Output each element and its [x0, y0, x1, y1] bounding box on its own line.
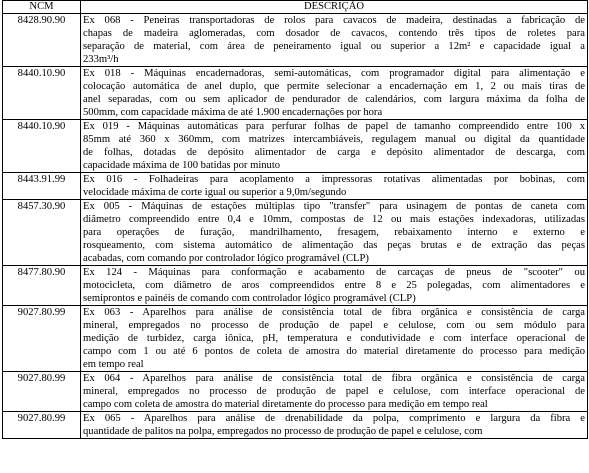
- table-row: [3, 120, 588, 173]
- ncm-code: 8457.30.90: [3, 200, 81, 266]
- description-line: Ex 005 - Máquinas de estações múltiplas tipo "transfer" para usinagem de pontas de caneta com: [83, 201, 585, 212]
- document-page: [2, 0, 587, 439]
- ncm-code: 9027.80.99: [3, 412, 81, 439]
- description-line: 85mm até 360 x 360mm, com matrizes intercambiáveis, regulagem manual ou digital da quantidade: [83, 134, 585, 145]
- description-cell: [81, 14, 588, 67]
- description-line: para operações de furação, mandrilhamento, fresagem, rebaixamento interno e externo e: [83, 227, 585, 238]
- table-header-row: [3, 1, 588, 14]
- table-row: [3, 67, 588, 120]
- table-row: [3, 266, 588, 306]
- description-line: Ex 016 - Folhadeiras para acoplamento a impressoras rotativas alimentadas por bobinas, com: [83, 174, 585, 185]
- description-cell: [81, 266, 588, 306]
- table-body: [3, 14, 588, 439]
- description-cell: [81, 67, 588, 120]
- description-line: Ex 068 - Peneiras transportadoras de rolos para cavacos de madeira, destinadas a fabricação de: [83, 15, 585, 26]
- ncm-code: 8428.90.90: [3, 14, 81, 67]
- description-cell: [81, 173, 588, 200]
- description-line: quantidade de palitos na polpa, empregados no processo de produção de papel e celulose, com: [83, 426, 483, 437]
- table-row: [3, 306, 588, 372]
- description-line: em tempo real: [83, 359, 144, 370]
- description-line: separação de material, com área de peneiramento igual ou superior a 12m² e capacidade igual a: [83, 41, 585, 52]
- description-line: 233m³/h: [83, 54, 119, 65]
- table-row: [3, 200, 588, 266]
- description-cell: [81, 372, 588, 412]
- ncm-code: 8440.10.90: [3, 67, 81, 120]
- description-line: capacidade máxima de 100 batidas por minuto: [83, 160, 281, 171]
- header-descricao: DESCRIÇÃO: [81, 1, 588, 14]
- description-cell: [81, 200, 588, 266]
- description-line: motocicleta, com diâmetro de aros compreendidos entre 8 e 25 polegadas, com alimentadores e: [83, 280, 585, 291]
- ncm-code: 8477.80.90: [3, 266, 81, 306]
- table-row: [3, 372, 588, 412]
- table-row: [3, 173, 588, 200]
- description-cell: [81, 120, 588, 173]
- description-cell: [81, 412, 588, 439]
- description-line: mineral, empregados no processo de produção de papel e celulose, com interface operacional de: [83, 386, 585, 397]
- description-line: campo com coleta de amostra do material diretamente do processo para medição em tempo real: [83, 399, 488, 410]
- description-cell: [81, 306, 588, 372]
- description-line: Ex 019 - Máquinas automáticas para perfurar folhas de papel de tamanho compreendido entre 100 x: [83, 121, 585, 132]
- table-row: [3, 14, 588, 67]
- description-line: 500mm, com capacidade máxima de até 1.900 encadernações por hora: [83, 107, 383, 118]
- description-line: rosqueamento, com sistema automático de alimentação das peças brutas e de extração das peças: [83, 240, 585, 251]
- description-line: chapas de madeira aglomeradas, com dosador de cavacos, contendo três tipos de roletes para: [83, 28, 585, 39]
- ncm-code: 9027.80.99: [3, 306, 81, 372]
- description-line: medição de turbidez, carga iônica, pH, temperatura e condutividade e com interface operacional de: [83, 333, 585, 344]
- description-line: Ex 065 - Aparelhos para análise de drenabilidade da polpa, comprimento e largura da fibra e: [83, 413, 585, 424]
- table-row: [3, 412, 588, 439]
- description-line: Ex 064 - Aparelhos para análise de consistência total de fibra orgânica e consistência de carga: [83, 373, 585, 384]
- description-line: mineral, empregados no processo de produção de papel e celulose, com ou sem módulo para: [83, 320, 585, 331]
- description-line: velocidade máxima de corte igual ou superior a 9,0m/segundo: [83, 187, 347, 198]
- description-line: Ex 063 - Aparelhos para análise de consistência total de fibra orgânica e consistência de carga: [83, 307, 585, 318]
- description-line: Ex 018 - Máquinas encadernadoras, semi-automáticas, com programador digital para alimentação e: [83, 68, 585, 79]
- ncm-code: 9027.80.99: [3, 372, 81, 412]
- description-line: colocação automática de anel duplo, que permite selecionar a encadernação em 1, 2 ou mais tiras de: [83, 81, 585, 92]
- description-line: campo com 1 ou até 6 pontos de coleta de amostra do material diretamente do processo para medição: [83, 346, 585, 357]
- description-line: semiprontos e painéis de comando com controlador lógico programável (CLP): [83, 293, 416, 304]
- ncm-code: 8443.91.99: [3, 173, 81, 200]
- description-line: Ex 124 - Máquinas para conformação e acabamento de carcaças de pneus de "scooter" ou: [83, 267, 585, 278]
- ncm-code: 8440.10.90: [3, 120, 81, 173]
- ncm-table: [2, 0, 588, 439]
- description-line: diâmetro compreendido entre 0,4 e 10mm, compostas de 12 ou mais estações indexadoras, utilizadas: [83, 214, 585, 225]
- description-line: de folhas, dotadas de depósito alimentador de carga e depósito alimentador de descarga, com: [83, 147, 585, 158]
- description-line: acabadas, com comando por controlador lógico programável (CLP): [83, 253, 369, 264]
- header-ncm: NCM: [3, 1, 81, 14]
- description-line: anel separadas, com ou sem aplicador de pendurador de calendários, com largura máxima da folha de: [83, 94, 585, 105]
